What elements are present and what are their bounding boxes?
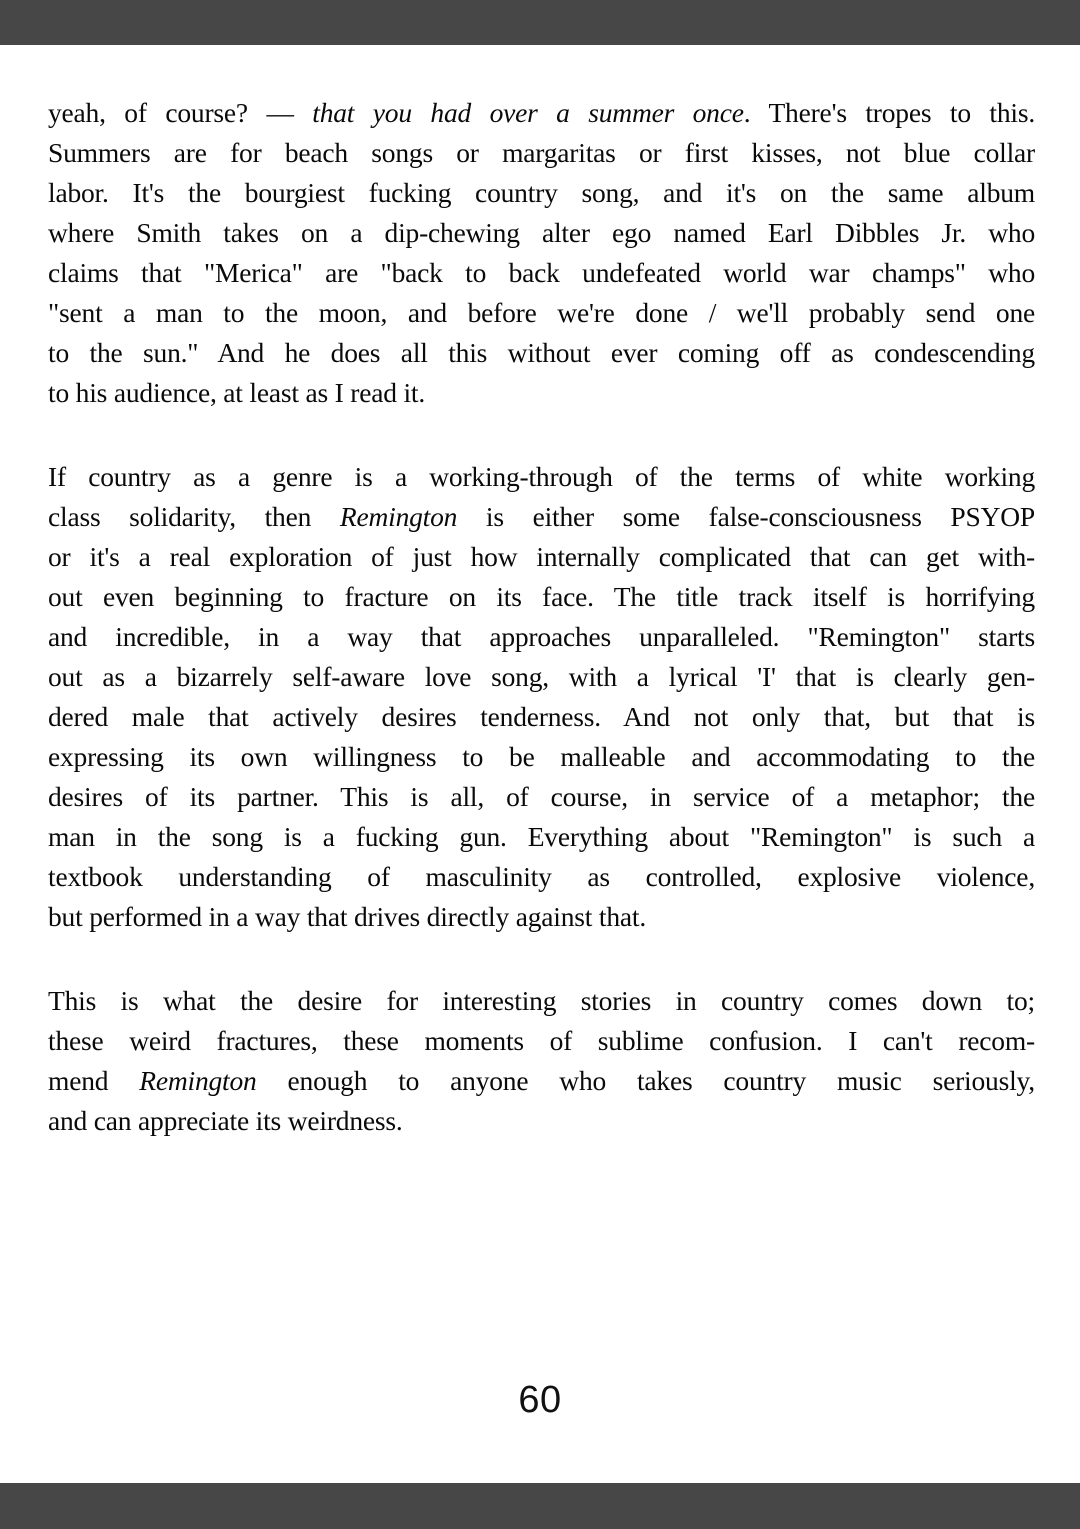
bottom-bar bbox=[0, 1483, 1080, 1529]
text-line: textbook understanding of masculinity as controlled, explosive violence, bbox=[48, 861, 1035, 892]
paragraph bbox=[48, 981, 1035, 1141]
text-line: yeah, of course? — that you had over a summer once. There's tropes to this. bbox=[48, 97, 1035, 128]
text-line: to his audience, at least as I read it. bbox=[48, 377, 426, 408]
text-line: Summers are for beach songs or margaritas or first kisses, not blue collar bbox=[48, 137, 1035, 168]
text-line: man in the song is a fucking gun. Everything about "Remington" is such a bbox=[48, 821, 1035, 852]
page-number: 60 bbox=[518, 1379, 562, 1421]
text-line: to the sun." And he does all this without ever coming off as condescending bbox=[48, 337, 1035, 368]
text-line: claims that "Merica" are "back to back undefeated world war champs" who bbox=[48, 257, 1035, 288]
top-bar bbox=[0, 0, 1080, 45]
text-line: dered male that actively desires tenderness. And not only that, but that is bbox=[48, 701, 1035, 732]
text-line: and can appreciate its weirdness. bbox=[48, 1105, 403, 1136]
text-line: desires of its partner. This is all, of course, in service of a metaphor; the bbox=[48, 781, 1035, 812]
text-line: labor. It's the bourgiest fucking country song, and it's on the same album bbox=[48, 177, 1035, 208]
text-line: expressing its own willingness to be malleable and accommodating to the bbox=[48, 741, 1035, 772]
text-line: mend Remington enough to anyone who takes country music seriously, bbox=[48, 1065, 1035, 1096]
text-line: and incredible, in a way that approaches unparalleled. "Remington" starts bbox=[48, 621, 1035, 652]
text-line: This is what the desire for interesting stories in country comes down to; bbox=[48, 985, 1035, 1016]
text-line: or it's a real exploration of just how internally complicated that can get with- bbox=[48, 541, 1035, 572]
text-line: If country as a genre is a working-through of the terms of white working bbox=[48, 461, 1035, 492]
paragraph bbox=[48, 457, 1035, 937]
text-line: these weird fractures, these moments of sublime confusion. I can't recom- bbox=[48, 1025, 1035, 1056]
text-line: out even beginning to fracture on its face. The title track itself is horrifying bbox=[48, 581, 1035, 612]
text-line: "sent a man to the moon, and before we're done / we'll probably send one bbox=[48, 297, 1035, 328]
text-line: class solidarity, then Remington is either some false-consciousness PSYOP bbox=[48, 501, 1036, 532]
text-line: where Smith takes on a dip-chewing alter ego named Earl Dibbles Jr. who bbox=[48, 217, 1035, 248]
text-line: but performed in a way that drives directly against that. bbox=[48, 901, 646, 932]
book-page bbox=[0, 45, 1080, 1483]
page-text bbox=[0, 45, 1080, 1141]
paragraph bbox=[48, 93, 1035, 413]
text-line: out as a bizarrely self-aware love song, with a lyrical 'I' that is clearly gen- bbox=[48, 661, 1035, 692]
